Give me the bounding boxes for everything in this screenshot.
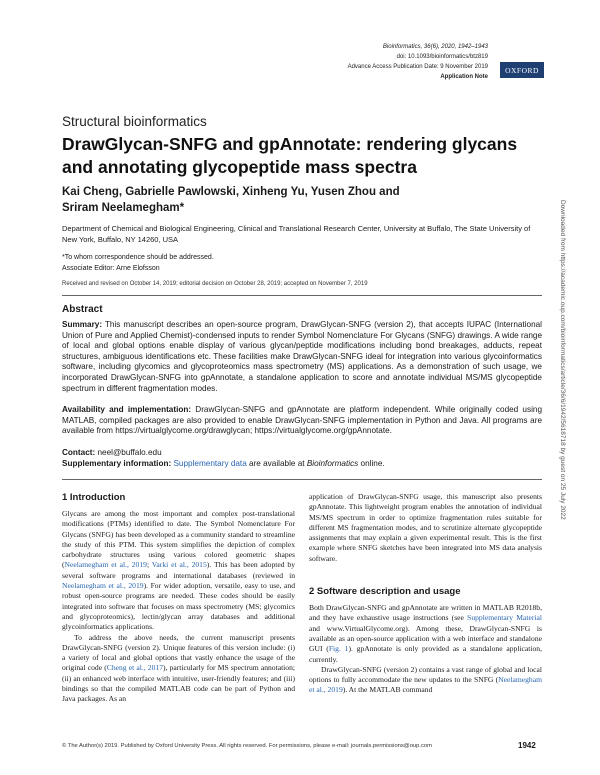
advance-access-date: Advance Access Publication Date: 9 November 2019 <box>347 64 488 70</box>
author-list <box>62 184 462 216</box>
intro-paragraph-3: application of DrawGlycan-SNFG usage, this manuscript also presents gpAnnotate. This lightweight program enables the annotation of individual MS/MS spectrum in order to optimize fragmentation rules suitable for different MS fragmentation modes, and to scrutinize alternate glycopeptide assignments that may explain a given experimental result. This is the first example where SNFG sketches have been integrated into MS data analysis software. <box>309 492 542 563</box>
right-column <box>309 492 542 696</box>
abstract-availability <box>62 405 542 437</box>
title-line-1: DrawGlycan-SNFG and gpAnnotate: rendering glycans <box>62 134 518 154</box>
divider <box>62 479 542 480</box>
left-column <box>62 492 295 705</box>
section-label: Structural bioinformatics <box>62 114 207 129</box>
article-type: Application Note <box>440 74 488 80</box>
oxford-logo: OXFORD <box>500 62 544 78</box>
software-heading: 2 Software description and usage <box>309 586 461 598</box>
software-paragraph-2: DrawGlycan-SNFG (version 2) contains a vast range of global and local options to fully accommodate the new updates to the SNFG (Neelamegham et al., 2019). At the MATLAB command <box>309 664 542 695</box>
figure-1-link[interactable]: Fig. 1 <box>328 644 349 654</box>
paper-title <box>62 133 542 179</box>
received-dates: Received and revised on October 14, 2019; editorial decision on October 28, 2019; accepted on November 7, 2019 <box>62 281 368 287</box>
citation-link[interactable]: Neelamegham et al., 2019 <box>62 581 144 591</box>
affiliation: Department of Chemical and Biological Engineering, Clinical and Translational Research Center, University at Buffalo, The State University of New York, Buffalo, NY 14260, USA <box>62 224 531 244</box>
abstract-supplementary <box>62 459 542 470</box>
intro-paragraph-1: Glycans are among the most important and complex post-translational modifications (PTMs) identified to date. The Symbol Nomenclature For Glycans (SNFG) has been developed as a community standard to streamline the study of this PTM. This system simplifies the depiction of complex carbohydrate structures using various colored geometric shapes (Neelamegham et al., 2019; Varki et al., 2015). This has been adopted by several software programs and international databases (reviewed in Neelamegham et al., 2019). For wider adoption, versatile, easy to use, and robust open-source programs are needed. These codes should be easily integrated into software that focuses on mass spectrometry (MS; glycomics and glycoproteomics), lectin/glycan array databases and additional glycoinformatics applications. <box>62 509 295 632</box>
intro-paragraph-2: To address the above needs, the current manuscript presents DrawGlycan-SNFG (version 2). Unique features of this version include: (i) a variety of local and global options that vastly enhance the usage of the original code (Cheng et al., 2017), particularly for MS spectrum annotation; (ii) an enhanced web interface with intuitive, user-friendly features; and (iii) bindings so that the compiled MATLAB code can be part of Python and Java packages. As an <box>62 632 295 704</box>
authors-line-2: Sriram Neelamegham* <box>62 202 185 214</box>
summary-label: Summary: <box>62 320 103 329</box>
journal-citation: Bioinformatics, 36(6), 2020, 1942–1943 <box>382 44 488 50</box>
correspondence-block <box>62 252 214 274</box>
supplementary-data-link[interactable]: Supplementary data <box>173 459 247 468</box>
abstract-contact <box>62 448 542 459</box>
supp-end: online. <box>358 459 385 468</box>
supp-mid: are available at <box>246 459 307 468</box>
intro-heading: 1 Introduction <box>62 492 126 503</box>
citation-link[interactable]: Neelamegham et al., 2019 <box>64 560 147 570</box>
abstract-heading: Abstract <box>62 304 103 315</box>
authors-line-1: Kai Cheng, Gabrielle Pawlowski, Xinheng Yu, Yusen Zhou and <box>62 186 400 198</box>
summary-text: This manuscript describes an open-source program, DrawGlycan-SNFG (version 2), that accepts IUPAC (International Union of Pure and Applied Chemist)-condensed inputs to render Symbol Nomenclature For Glycans (SNFG) drawings. A wide range of local and global options enable display of various glycan/peptide modifications including bond breakages, adducts, repeat structures, ambiguous identifications etc. These facilities make DrawGlycan-SNFG ideal for integration into various glycoinformatics software, including glycomics and glycoproteomics mass spectrometry (MS) applications. As a demonstration of such usage, we incorporated DrawGlycan-SNFG into gpAnnotate, a standalone application to score and annotate individual MS/MS glycopeptide spectrum in different fragmentation modes. <box>62 320 542 393</box>
software-paragraph-1: Both DrawGlycan-SNFG and gpAnnotate are written in MATLAB R2018b, and they have exhaustive usage instructions (see Supplementary Material and www.VirtualGlycome.org). Among these, DrawGlycan-SNFG is available as an open-source application with a web interface and standalone GUI (Fig. 1). gpAnnotate is only provided as a standalone application, currently. <box>309 603 542 664</box>
doi[interactable]: doi: 10.1093/bioinformatics/btz819 <box>396 54 488 60</box>
availability-label: Availability and implementation: <box>62 405 192 414</box>
availability-text: DrawGlycan-SNFG and gpAnnotate are platform independent. While originally coded using MATLAB, compiled packages are also provided to enable DrawGlycan-SNFG implementation in Python and Java. All programs are available from https://virtualglycome.org/drawglycan; https://virtualglycome.org/gpAnnotate. <box>62 405 542 436</box>
download-watermark: Downloaded from https://academic.oup.com/bioinformatics/article/36/6/1942/5618718 by guest on 25 July 2022 <box>559 200 566 520</box>
supplementary-material-link[interactable]: Supplementary Material <box>467 613 542 623</box>
citation-link[interactable]: Neelamegham et al., 2019 <box>309 675 542 695</box>
associate-editor: Associate Editor: Arne Elofsson <box>62 265 160 272</box>
supp-journal: Bioinformatics <box>306 459 359 468</box>
citation-link[interactable]: Varki et al., 2015 <box>151 560 207 570</box>
contact-label: Contact: <box>62 448 96 457</box>
divider <box>62 295 542 296</box>
copyright-notice: © The Author(s) 2019. Published by Oxford University Press. All rights reserved. For permissions, please e-mail: journals.permissions@oup.com <box>62 743 432 749</box>
citation-link[interactable]: Cheng et al., 2017 <box>106 663 163 673</box>
title-line-2: and annotating glycopeptide mass spectra <box>62 157 417 177</box>
page-number: 1942 <box>518 741 536 750</box>
supplementary-label: Supplementary information: <box>62 459 172 468</box>
correspondence-note: *To whom correspondence should be addressed. <box>62 254 214 261</box>
abstract-summary <box>62 320 542 394</box>
contact-email[interactable]: neel@buffalo.edu <box>95 448 162 457</box>
